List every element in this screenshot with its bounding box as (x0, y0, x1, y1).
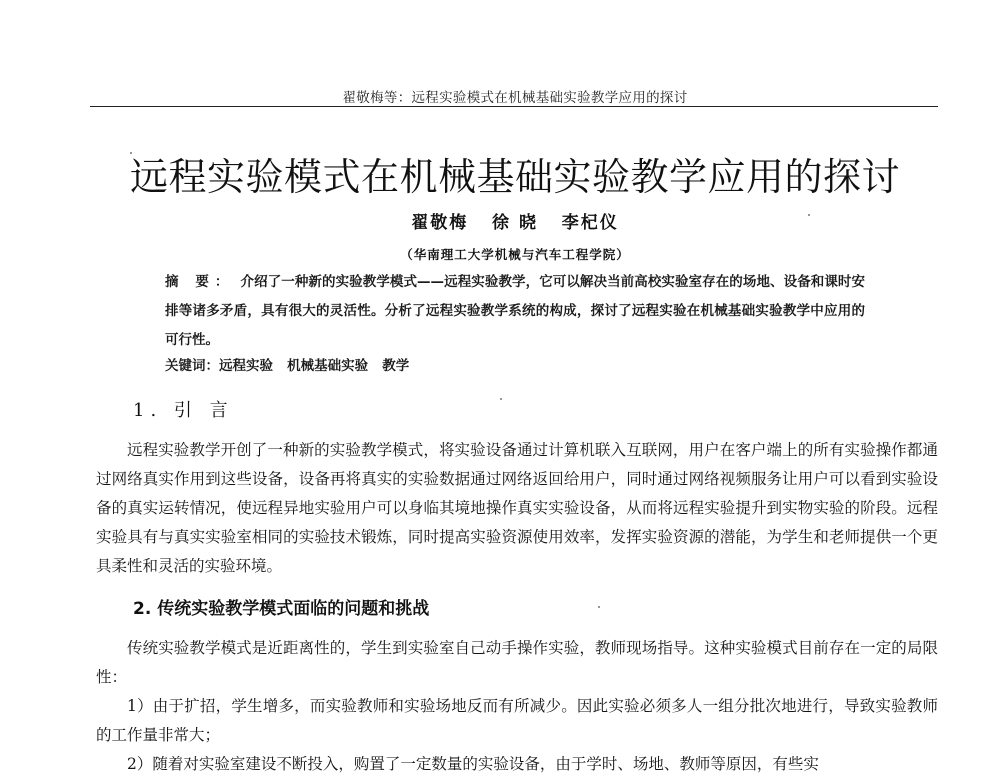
scan-speck (130, 152, 132, 154)
scan-speck (500, 398, 502, 400)
section-heading-introduction: 1. 引 言 (133, 400, 234, 421)
abstract-label: 摘 要： (165, 274, 235, 290)
abstract (165, 268, 865, 355)
list-item: 1）由于扩招，学生增多，而实验教师和实验场地反而有所减少。因此实验必须多人一组分批次地进行，导致实验教师的工作量非常大； (96, 697, 938, 744)
keywords-text: 远程实验 机械基础实验 教学 (219, 358, 410, 374)
header-rule (90, 106, 938, 107)
paragraph-challenges: 传统实验教学模式是近距离性的，学生到实验室自己动手操作实验，教师现场指导。这种实验模式目前存在一定的局限性： (96, 639, 938, 686)
authors: 翟敬梅 徐 晓 李杞仪 (411, 213, 619, 233)
paragraph-introduction: 远程实验教学开创了一种新的实验教学模式，将实验设备通过计算机联入互联网，用户在客户端上的所有实验操作都通过网络真实作用到这些设备，设备再将真实的实验数据通过网络返回给用户，同时通过网络视频服务让用户可以看到实验设备的真实运转情况，使远程异地实验用户可以身临其境地操作真实实验设备，从而将远程实验提升到实物实验的阶段。远程实验具有与真实实验室相同的实验技术锻炼，同时提高实验资源使用效率，发挥实验资源的潜能，为学生和老师提供一个更具柔性和灵活的实验环境。 (96, 441, 938, 575)
scan-speck (808, 214, 810, 216)
keywords-label: 关键词： (165, 358, 219, 374)
abstract-text: 介绍了一种新的实验教学模式——远程实验教学，它可以解决当前高校实验室存在的场地、设备和课时安排等诸多矛盾，具有很大的灵活性。分析了远程实验教学系统的构成，探讨了远程实验在机械基础实验教学中应用的可行性。 (165, 274, 866, 348)
list-item: 2）随着对实验室建设不断投入，购置了一定数量的实验设备，由于学时、场地、教师等原因，有些实 (127, 755, 819, 773)
keywords (165, 352, 865, 381)
affiliation: （华南理工大学机械与汽车工程学院） (400, 247, 630, 262)
section-heading-challenges: 2. 传统实验教学模式面临的问题和挑战 (133, 599, 430, 619)
scan-speck (598, 606, 600, 608)
running-header: 翟敬梅等：远程实验模式在机械基础实验教学应用的探讨 (342, 90, 688, 106)
paper-title: 远程实验模式在机械基础实验教学应用的探讨 (129, 155, 900, 199)
